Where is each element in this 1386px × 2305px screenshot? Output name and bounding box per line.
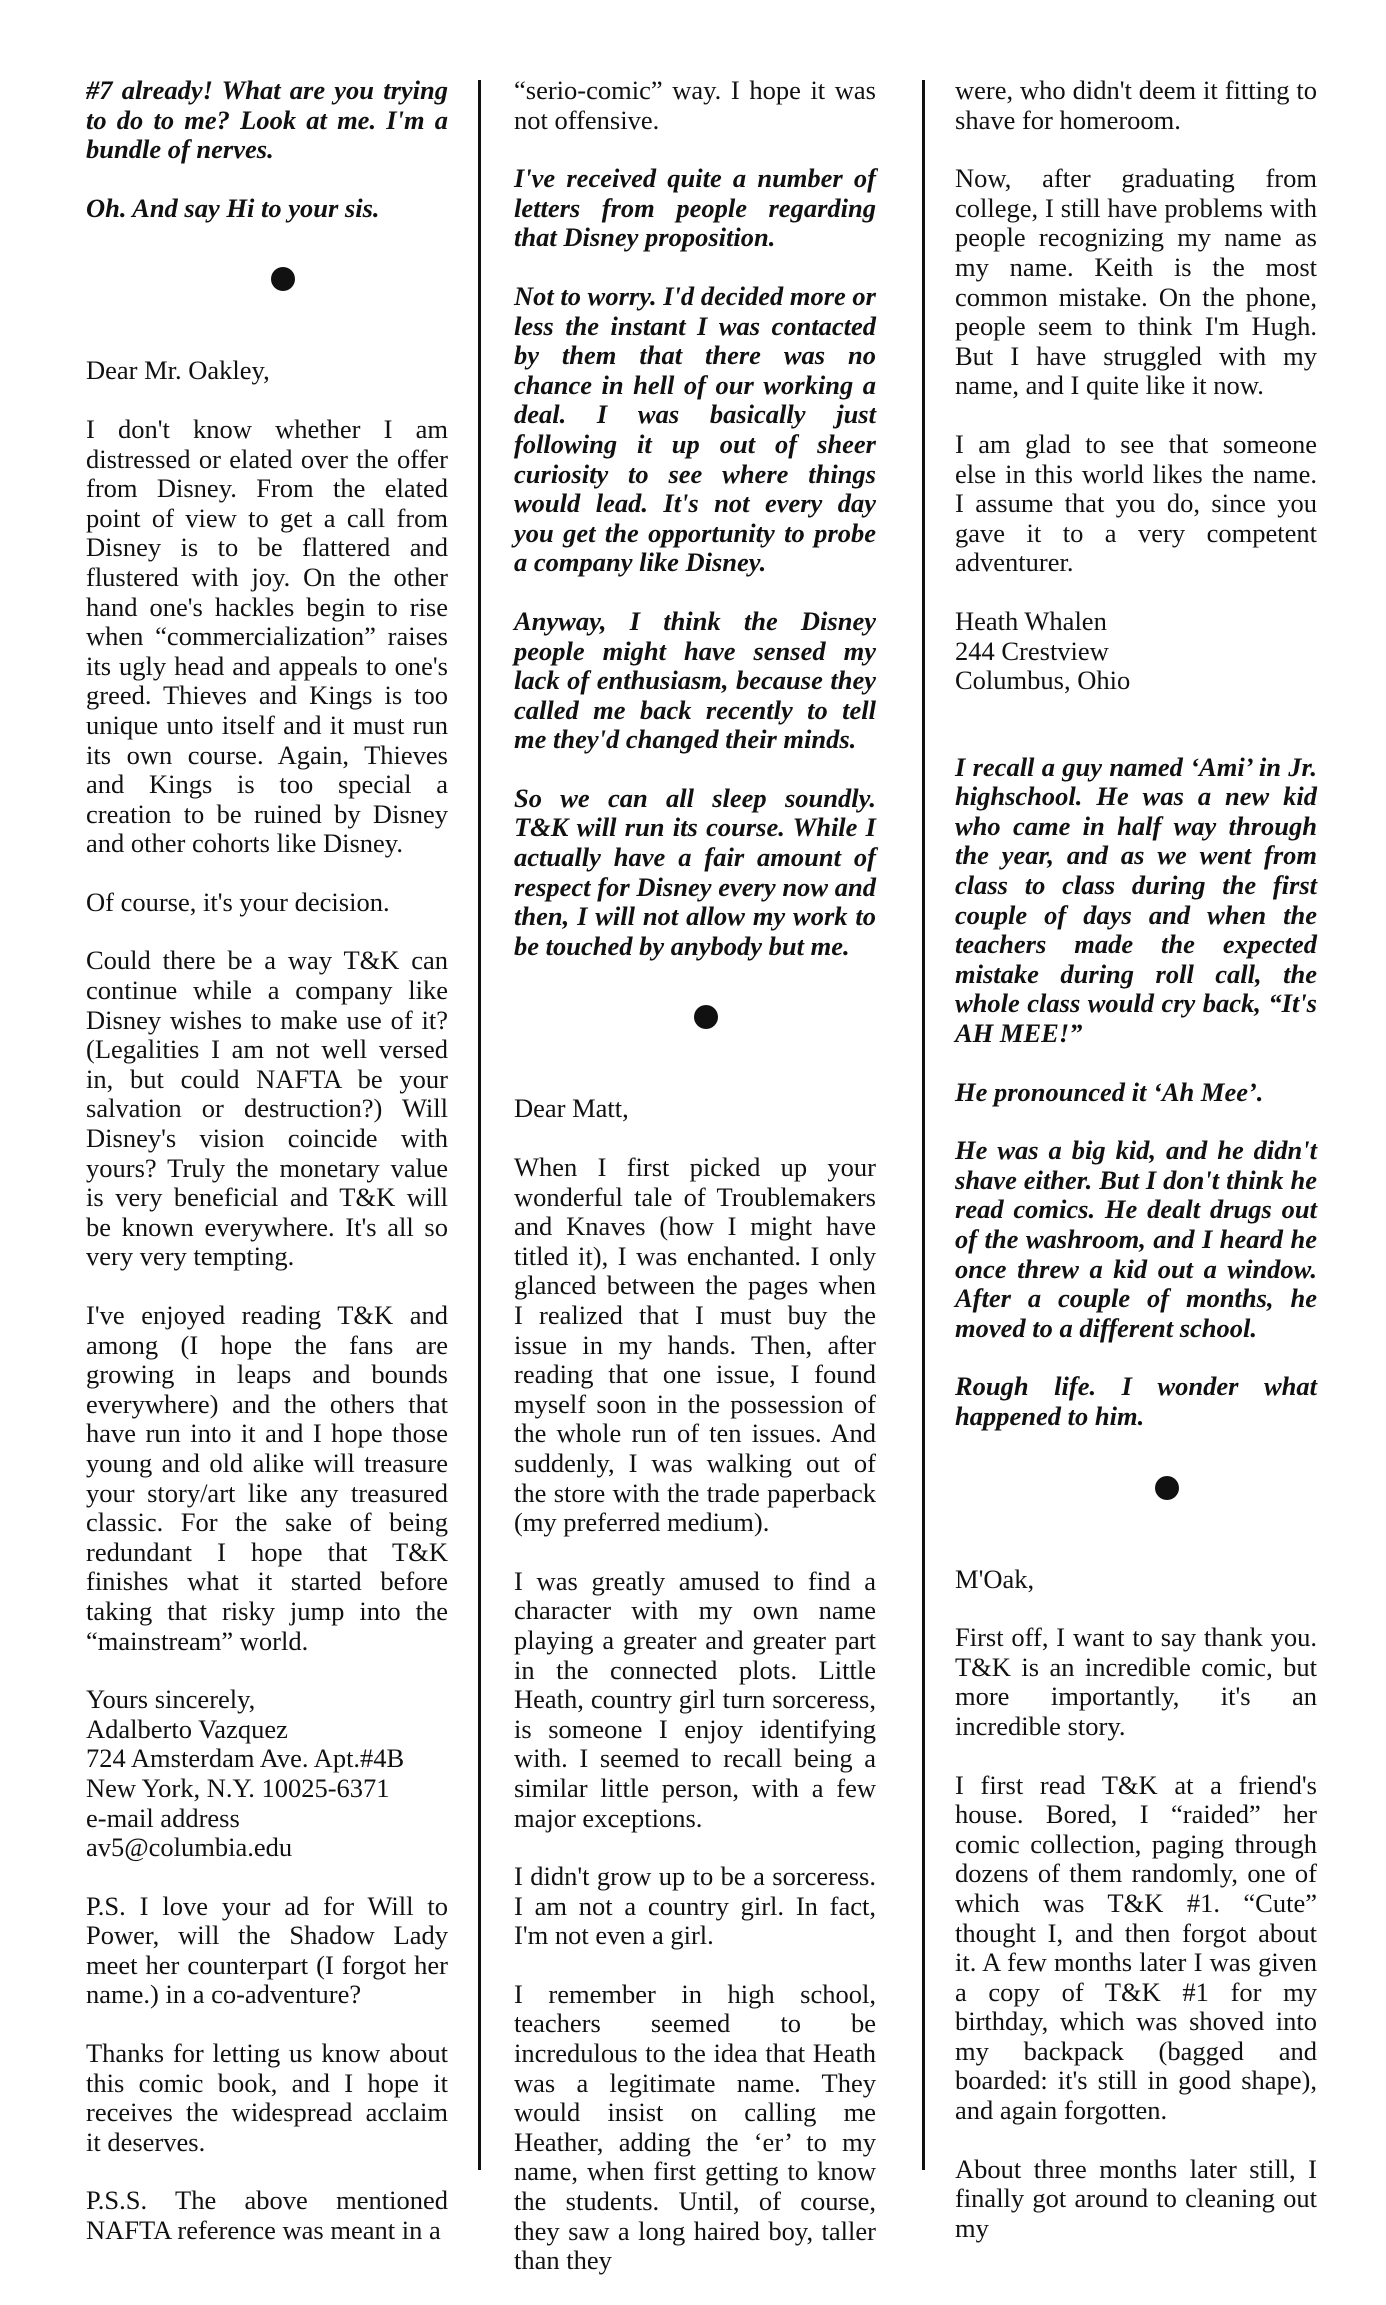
letter-paragraph: I first read T&K at a friend's house. Bored, I “raided” her comic collection, paging through dozens of them randomly, one of which was T&K #1. “Cute” thought I, and then forgot about it. A few months later I was given a copy of T&K #1 for my birthday, which was shoved into my backpack (bagged and boarded: it's still in good shape), and again forgotten. — [955, 1769, 1317, 2126]
letter-paragraph: were, who didn't deem it fitting to shave for homeroom. — [955, 75, 1317, 135]
letter-signature — [955, 607, 1317, 696]
letter-paragraph: “serio-comic” way. I hope it was not offensive. — [514, 75, 876, 135]
letter-postscript: P.S. I love your ad for Will to Power, will the Shadow Lady meet her counterpart (I forgot her name.) in a co-adventure? — [86, 1890, 448, 2010]
letter-paragraph: First off, I want to say thank you. T&K is an incredible comic, but more importantly, it's an incredible story. — [955, 1622, 1317, 1741]
letter-paragraph: I've enjoyed reading T&K and among (I hope the fans are growing in leaps and bounds everywhere) and the others that have run into it and I hope those young and old alike will treasure your story/art like any treasured classic. For the sake of being redundant I hope that T&K finishes what it started before taking that risky jump into the “mainstream” world. — [86, 1300, 448, 1656]
signature-name: Heath Whalen — [955, 605, 1107, 636]
letter-postscript-2: P.S.S. The above mentioned NAFTA reference was meant in a — [86, 2185, 448, 2246]
letter-paragraph: Now, after graduating from college, I still have problems with people recognizing my name as my name. Keith is the most common mistake. On the phone, people seem to think I'm Hugh. But I have struggled with my name, and I quite like it now. — [955, 163, 1317, 401]
signature-address: 244 Crestview — [955, 635, 1109, 666]
editor-reply-paragraph: Anyway, I think the Disney people might have sensed my lack of enthusiasm, because they called me back recently to tell me they'd changed their minds. — [514, 605, 876, 755]
letter-paragraph: I didn't grow up to be a sorceress. I am not a country girl. In fact, I'm not even a girl. — [514, 1861, 876, 1951]
column-3 — [955, 76, 1317, 2272]
letter-paragraph: About three months later still, I finally got around to cleaning out my — [955, 2153, 1317, 2243]
letter-paragraph: When I first picked up your wonderful tale of Troublemakers and Knaves (how I might have titled it), I was enchanted. I only glanced between the pages when I realized that I must buy the issue in my hands. Then, after reading that one issue, I found myself soon in the possession of the whole run of ten issues. And suddenly, I was walking out of the store with the trade paperback (my preferred medium). — [514, 1152, 876, 1538]
letter-paragraph: I remember in high school, teachers seemed to be incredulous to the idea that Heath was a legitimate name. They would insist on calling me Heather, adding the ‘er’ to my name, when first getting to know the students. Until, of course, they saw a long haired boy, taller than they — [514, 1978, 876, 2276]
letter-paragraph: I don't know whether I am distressed or elated over the offer from Disney. From the elated point of view to get a call from Disney is to be flattered and flustered with joy. On the other hand one's hackles begin to rise when “commercialization” raises its ugly head and appeals to one's greed. Thieves and Kings is too unique unto itself and it must run its own course. Again, Thieves and Kings is too special a creation to be ruined by Disney and other cohorts like Disney. — [86, 413, 448, 859]
editor-reply-paragraph: So we can all sleep soundly. T&K will run its course. While I actually have a fair amount of respect for Disney every now and then, I will not allow my work to be touched by anybody but me. — [514, 782, 876, 961]
editor-reply-paragraph: He pronounced it ‘Ah Mee’. — [955, 1076, 1264, 1107]
column-divider-1 — [478, 80, 481, 2170]
editor-reply-paragraph: He was a big kid, and he didn't shave either. But I don't think he read comics. He dealt drugs out of the washroom, and I heard he once threw a kid out a window. After a couple of months, he moved to a different school. — [955, 1135, 1317, 1343]
letter-greeting: M'Oak, — [955, 1563, 1035, 1594]
spacer — [955, 725, 1317, 731]
signature-email: e-mail address av5@columbia.edu — [86, 1802, 293, 1863]
letter-signature — [86, 1685, 448, 1863]
editor-reply-paragraph: I recall a guy named ‘Ami’ in Jr. highschool. He was a new kid who came in half way through the year, and as we went from class to class during the first couple of days and when the teachers made the expected mistake during roll call, the whole class would cry back, “It's AH MEE!” — [955, 751, 1317, 1049]
letter-greeting: Dear Matt, — [514, 1093, 629, 1124]
column-divider-2 — [922, 80, 925, 2170]
column-2 — [514, 76, 876, 2305]
letter-paragraph: Thanks for letting us know about this comic book, and I hope it receives the widespread acclaim it deserves. — [86, 2038, 448, 2157]
editor-reply-paragraph: I've received quite a number of letters from people regarding that Disney proposition. — [514, 163, 876, 253]
signature-address: 724 Amsterdam Ave. Apt.#4B — [86, 1743, 405, 1774]
signature-city: New York, N.Y. 10025-6371 — [86, 1772, 390, 1803]
signature-city: Columbus, Ohio — [955, 665, 1131, 696]
column-1 — [86, 76, 448, 2275]
editor-reply-paragraph: Oh. And say Hi to your sis. — [86, 192, 380, 223]
editor-reply-paragraph: Rough life. I wonder what happened to him. — [955, 1371, 1317, 1431]
letter-paragraph: I was greatly amused to find a character with my own name playing a greater and greater part in the connected plots. Little Heath, country girl turn sorceress, is someone I enjoy identifying with. I seemed to recall being a similar little person, with a few major exceptions. — [514, 1565, 876, 1833]
editor-reply-paragraph: Not to worry. I'd decided more or less the instant I was contacted by them that there was no chance in hell of our working a deal. I was basically just following it up out of sheer curiosity to see where things would lead. It's not every day you get the opportunity to probe a company like Disney. — [514, 280, 876, 578]
letter-paragraph: I am glad to see that someone else in this world likes the name. I assume that you do, since you gave it to a very competent adventurer. — [955, 428, 1317, 578]
editor-reply-paragraph: #7 already! What are you trying to do to me? Look at me. I'm a bundle of nerves. — [86, 75, 448, 165]
section-bullet-icon — [1155, 1476, 1179, 1500]
section-bullet-icon — [694, 1005, 718, 1029]
signature-name: Adalberto Vazquez — [86, 1713, 288, 1744]
letter-greeting: Dear Mr. Oakley, — [86, 355, 270, 386]
letter-paragraph: Could there be a way T&K can continue while a company like Disney wishes to make use of it? (Legalities I am not well versed in, but could NAFTA be your salvation or destruction?) Will Disney's vision coincide with yours? Truly the monetary value is very beneficial and T&K will be known everywhere. It's all so very very tempting. — [86, 945, 448, 1272]
letter-paragraph: Of course, it's your decision. — [86, 886, 390, 917]
section-bullet-icon — [271, 267, 295, 291]
signature-line: Yours sincerely, — [86, 1684, 256, 1715]
